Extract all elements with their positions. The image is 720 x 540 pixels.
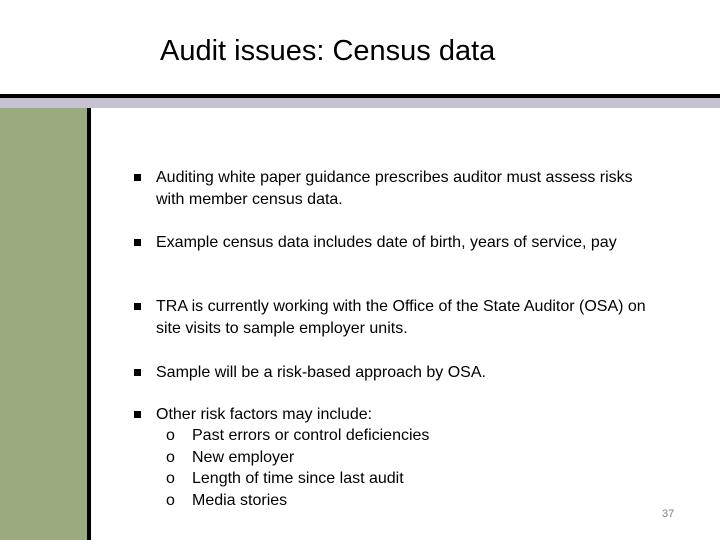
sub-bullet-item [166, 425, 429, 447]
bullet-item [134, 404, 656, 426]
sub-bullet-item [166, 490, 429, 512]
bullet-item [134, 167, 656, 211]
square-bullet-icon [134, 411, 141, 418]
sub-bullet-item [166, 468, 429, 490]
bullet-item [134, 232, 656, 254]
title-band [0, 98, 720, 108]
sub-bullet-text: Past errors or control deficiencies [192, 427, 430, 444]
circle-bullet-icon: o [166, 427, 175, 444]
bullet-text: TRA is currently working with the Office of the State Auditor (OSA) on site visits to sample employer units. [156, 298, 646, 337]
slide-title: Audit issues: Census data [160, 35, 496, 67]
page-number: 37 [662, 508, 675, 520]
bullet-text: Other risk factors may include: [156, 406, 373, 423]
square-bullet-icon [134, 174, 141, 181]
sub-bullet-text: New employer [192, 448, 295, 466]
sub-bullet-list [166, 425, 429, 511]
sidebar-panel [0, 108, 87, 540]
bullet-item [134, 362, 656, 384]
bullet-item [134, 296, 656, 340]
bullet-text: Auditing white paper guidance prescribes auditor must assess risks with member census data. [156, 169, 633, 208]
square-bullet-icon [134, 303, 141, 310]
sub-bullet-text: Length of time since last audit [192, 470, 404, 488]
sidebar-rule [87, 108, 91, 540]
circle-bullet-icon: o [166, 470, 175, 488]
sub-bullet-item [166, 447, 429, 469]
bullet-text: Sample will be a risk-based approach by OSA. [156, 364, 486, 381]
bullet-text: Example census data includes date of birth, years of service, pay [156, 234, 617, 251]
square-bullet-icon [134, 369, 141, 376]
square-bullet-icon [134, 239, 141, 246]
sub-bullet-text: Media stories [192, 491, 288, 509]
circle-bullet-icon: o [166, 491, 175, 509]
circle-bullet-icon: o [166, 448, 175, 466]
